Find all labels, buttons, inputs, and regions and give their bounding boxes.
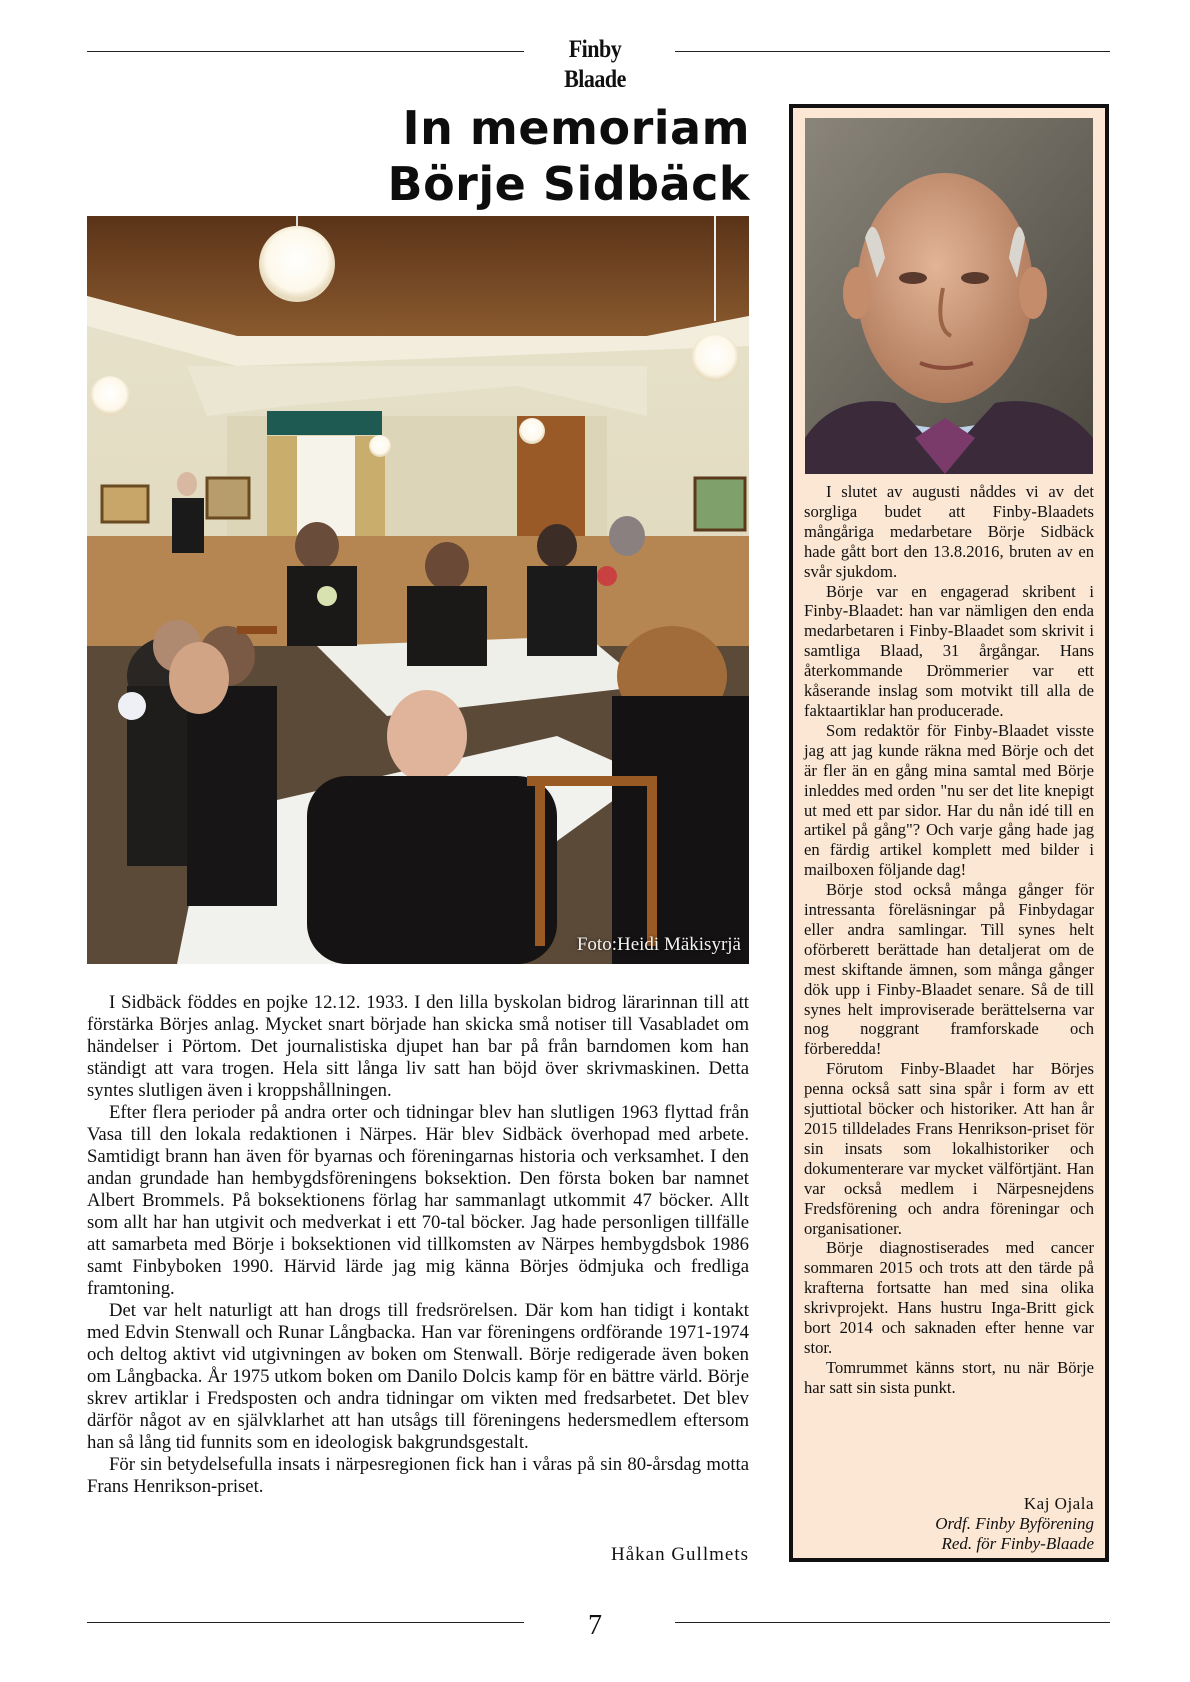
- tribute-sidebar: [789, 104, 1109, 1562]
- footer-rule-right: [675, 1622, 1110, 1623]
- banquet-hall-illustration: [87, 216, 749, 964]
- sidebar-signature: [804, 1494, 1094, 1554]
- sidebar-body: [804, 482, 1094, 1398]
- article-paragraph: Det var helt naturligt att han drogs till fredsrörelsen. Där kom han tidigt i kontakt med Edvin Stenwall och Runar Långbacka. Han var föreningens ordförande 1971-1974 och deltog aktivt vid utgivningen av boken om Stenwall. Börje redigerade även boken om Långbacka. År 1975 utkom boken om Danilo Dolcis kamp för en bättre värld. Börje skrev artiklar i Fredsposten och andra tidningar om vikten med fredsarbetet. Det blev därför något av en självklarhet att han utsågs till föreningens hedersmedlem eftersom han så lång tid funnits som en ideologisk bakgrundsgestalt.: [87, 1300, 749, 1453]
- article-body: [87, 992, 749, 1498]
- sidebar-paragraph: Börje var en engagerad skribent i Finby-Blaadet: han var nämligen den enda medarbetaren i Finby-Blaadet som skrivit i samtliga Blaad, 31 årgångar. Hans återkommande Drömmerier var ett kåserande inslag som motvikt till alla de faktaartiklar han producerade.: [804, 581, 1094, 720]
- article-title: [300, 100, 750, 212]
- portrait-illustration: [805, 118, 1093, 474]
- article-paragraph: I Sidbäck föddes en pojke 12.12. 1933. I den lilla byskolan bidrog lärarinnan till att förstärka Börjes anlag. Mycket snart började han skicka små notiser till Vasabladet om händelser i Pörtom. Det journalistiska djupet han bar på från barndomen kom han ständigt att vara trogen. Hela sitt långa liv satt han böjd över skrivmaskinen. Detta syntes slutligen även i kroppshållningen.: [87, 992, 749, 1101]
- page-number: 7: [588, 1610, 602, 1641]
- portrait-photo: [805, 118, 1093, 474]
- signature-role-2: Red. för Finby-Blaade: [941, 1534, 1094, 1553]
- sidebar-paragraph: Som redaktör för Finby-Blaadet visste jag att jag kunde räkna med Börje och det är fler än en gång mina samtal med Börje inleddes med orden "nu ser det lite knepigt ut med ett par sidor. Har du nån idé till en artikel på gång"? Och varje gång hade jag en färdig artikel komplett med bilder i mailboxen följande dag!: [804, 720, 1094, 880]
- title-line-2: Börje Sidbäck: [387, 157, 750, 211]
- sidebar-paragraph: I slutet av augusti nåddes vi av det sorgliga budet att Finby-Blaadets mångåriga medarbetare Börje Sidbäck hade gått bort den 13.8.2016, bruten av en svår sjukdom.: [804, 482, 1094, 581]
- signature-role-1: Ordf. Finby Byförening: [935, 1514, 1094, 1533]
- header-rule-right: [675, 51, 1110, 52]
- sidebar-paragraph: Börje diagnostiserades med cancer sommaren 2015 och trots att den tärde på krafterna fortsatte han med sina olika skrivprojekt. Hans hustru Inga-Britt gick bort 2014 och saknaden efter henne var stor.: [804, 1238, 1094, 1357]
- photo-credit: Foto:Heidi Mäkisyrjä: [576, 934, 741, 955]
- footer-rule-left: [87, 1622, 524, 1623]
- article-paragraph: Efter flera perioder på andra orter och tidningar blev han slutligen 1963 flyttad från Vasa till den lokala redaktionen i Närpes. Här blev Sidbäck överhopad med arbete. Samtidigt brann han även för byarnas och föreningarnas historia och verksamhet. I den andan grundade han hembygdsföreningens boksektion. Den första boken bar namnet Albert Brommels. På boksektionens förlag har sammanlagt utkommit 47 böcker. Allt som allt har han utgivit och medverkat i ett 70-tal böcker. Jag hade personligen tillfälle att samarbeta med Börje i boksektionen vid tillkomsten av Närpes hembygdsbok 1986 samt Finbyboken 1990. Härvid lärde jag mig känna Börjes ödmjuka och fredliga framtoning.: [87, 1102, 749, 1299]
- article-paragraph: För sin betydelsefulla insats i närpesregionen fick han i våras på sin 80-årsdag motta Frans Henrikson-priset.: [87, 1454, 749, 1497]
- title-line-1: In memoriam: [402, 101, 750, 155]
- signature-name: Kaj Ojala: [1023, 1494, 1094, 1513]
- sidebar-paragraph: Tomrummet känns stort, nu när Börje har satt sin sista punkt.: [804, 1357, 1094, 1397]
- sidebar-paragraph: Förutom Finby-Blaadet har Börjes penna också satt sina spår i form av ett sjuttiotal böcker och historiker. Att han år 2015 tilldelades Frans Henrikson-priset för sin insats som lokalhistoriker och dokumenterare var mycket välförtjänt. Han var också medlem i Närpesnejdens Fredsförening och andra föreningar och organisationer.: [804, 1059, 1094, 1238]
- masthead: Finby Blaade: [564, 34, 626, 93]
- header-rule-left: [87, 51, 524, 52]
- article-author: Håkan Gullmets: [610, 1544, 749, 1565]
- sidebar-paragraph: Börje stod också många gånger för intressanta föreläsningar på Finbydagar eller andra samlingar. Till synes helt oförberett berättade han detaljerat om de mest skiftande ämnen, som många gånger dök upp i Finby-Blaadet senare. Så de till synes helt improviserade berättelserna var nog noggrant framforskade och förberedda!: [804, 880, 1094, 1059]
- event-photo: [87, 216, 749, 964]
